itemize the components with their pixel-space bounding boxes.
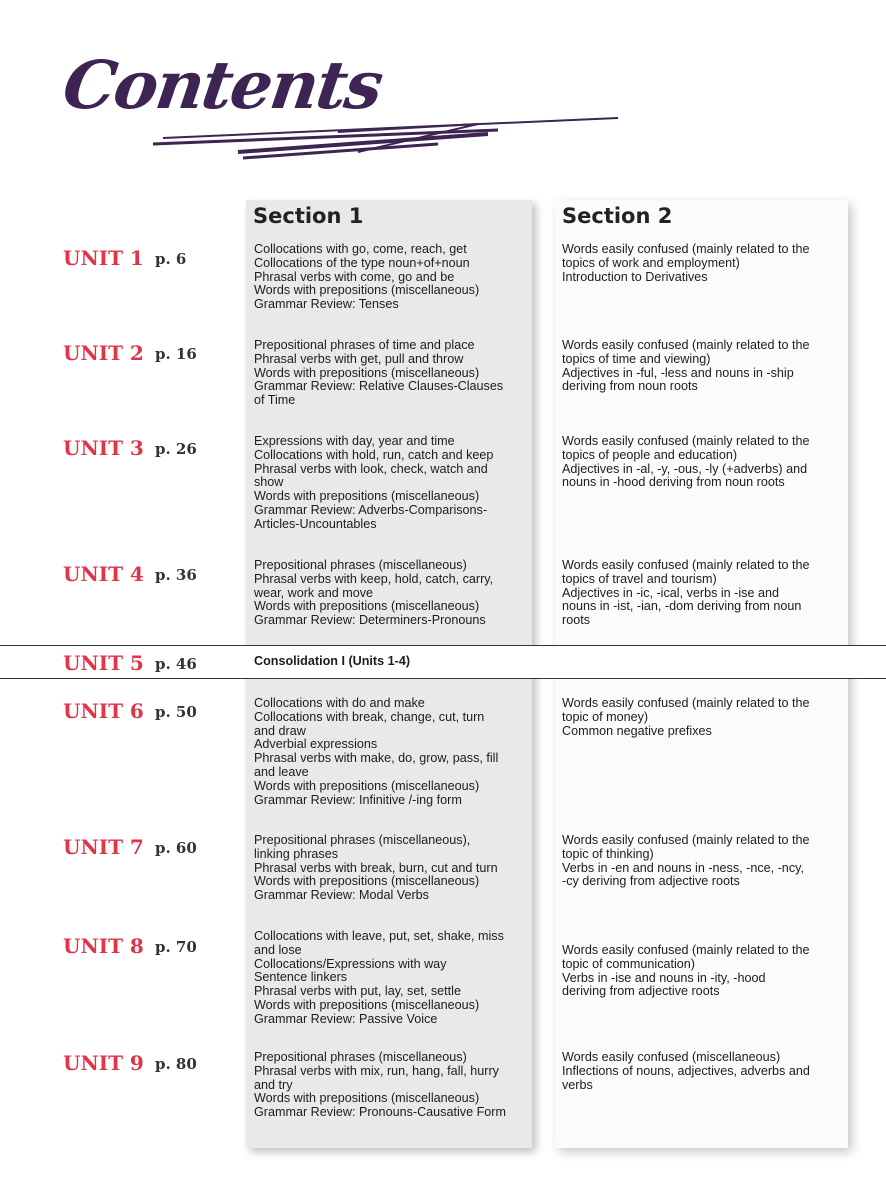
consolidation-text: Consolidation I (Units 1-4)	[254, 654, 411, 668]
topic-line: topic of communication)	[562, 956, 695, 971]
topic-line: Grammar Review: Tenses	[254, 297, 399, 312]
topic-line: Words with prepositions (miscellaneous)	[254, 365, 480, 380]
unit-3-section1	[254, 435, 528, 532]
topic-line: Prepositional phrases (miscellaneous),	[254, 833, 471, 847]
topic-line: Words easily confused (mainly related to the	[562, 558, 810, 572]
topic-line: Words easily confused (mainly related to the	[562, 833, 810, 847]
topic-line: topics of work and employment)	[562, 255, 740, 270]
topic-line: Adverbial expressions	[254, 737, 378, 752]
topic-line: deriving from adjective roots	[562, 984, 720, 999]
unit-9-section2	[562, 1051, 842, 1092]
topic-line: Words easily confused (mainly related to the	[562, 242, 810, 256]
topic-line: Phrasal verbs with break, burn, cut and turn	[254, 860, 498, 875]
unit-9-section1	[254, 1051, 528, 1120]
topic-line: Words with prepositions (miscellaneous)	[254, 489, 480, 504]
topic-line: Prepositional phrases (miscellaneous)	[254, 1050, 467, 1064]
topic-line: Words with prepositions (miscellaneous)	[254, 997, 480, 1012]
topic-line: Words easily confused (mainly related to the	[562, 696, 810, 710]
topic-line: Collocations of the type noun+of+noun	[254, 255, 470, 270]
unit-2-section1	[254, 339, 528, 408]
topic-line: Phrasal verbs with get, pull and throw	[254, 351, 464, 366]
topic-line: linking phrases	[254, 846, 339, 861]
topic-line: deriving from noun roots	[562, 379, 698, 394]
unit-page: p. 70	[155, 938, 197, 956]
topic-line: Collocations with go, come, reach, get	[254, 242, 467, 256]
topic-line: Verbs in -en and nouns in -ness, -nce, -ncy,	[562, 860, 804, 875]
topic-line: Collocations with leave, put, set, shake, miss	[254, 929, 504, 943]
topic-line: Inflections of nouns, adjectives, adverbs and	[562, 1063, 810, 1078]
unit-page: p. 50	[155, 703, 197, 721]
unit-page: p. 36	[155, 566, 197, 584]
unit-page: p. 16	[155, 345, 197, 363]
topic-line: Introduction to Derivatives	[562, 269, 708, 284]
unit-page: p. 6	[155, 250, 187, 268]
unit-label: UNIT 9	[63, 1051, 144, 1075]
topic-line: Phrasal verbs with mix, run, hang, fall, hurry	[254, 1063, 499, 1078]
section1-heading: Section 1	[253, 204, 364, 228]
unit-3-section2	[562, 435, 842, 490]
topic-line: nouns in -hood deriving from noun roots	[562, 475, 785, 490]
topic-line: Phrasal verbs with look, check, watch and	[254, 461, 488, 476]
topic-line: Verbs in -ise and nouns in -ity, -hood	[562, 970, 766, 985]
topic-line: Words with prepositions (miscellaneous)	[254, 599, 480, 614]
topic-line: Words with prepositions (miscellaneous)	[254, 1091, 480, 1106]
topic-line: Grammar Review: Relative Clauses-Clauses	[254, 379, 504, 394]
topic-line: and draw	[254, 723, 306, 738]
topic-line: Sentence linkers	[254, 970, 348, 985]
topic-line: Grammar Review: Infinitive /-ing form	[254, 792, 462, 807]
unit-7-section2	[562, 834, 842, 889]
unit-6-section2	[562, 697, 842, 738]
topic-line: Adjectives in -al, -y, -ous, -ly (+adverbs) and	[562, 461, 808, 476]
topic-line: topics of travel and tourism)	[562, 571, 717, 586]
unit-6-section1	[254, 697, 528, 807]
topic-line: Words easily confused (mainly related to the	[562, 434, 810, 448]
topic-line: Grammar Review: Modal Verbs	[254, 888, 429, 903]
topic-line: Grammar Review: Pronouns-Causative Form	[254, 1105, 506, 1120]
topic-line: topic of thinking)	[562, 846, 654, 861]
unit-2-section2	[562, 339, 842, 394]
topic-line: and lose	[254, 942, 302, 957]
topic-line: Collocations with break, change, cut, turn	[254, 709, 485, 724]
page-title: Contents	[58, 46, 387, 124]
topic-line: Prepositional phrases of time and place	[254, 338, 475, 352]
unit-label: UNIT 7	[63, 835, 144, 859]
unit-page: p. 26	[155, 440, 197, 458]
title-block	[58, 40, 638, 170]
topic-line: Words easily confused (mainly related to the	[562, 943, 810, 957]
unit-4-section2	[562, 559, 842, 628]
topic-line: Prepositional phrases (miscellaneous)	[254, 558, 467, 572]
topic-line: roots	[562, 613, 590, 628]
section2-heading: Section 2	[562, 204, 673, 228]
topic-line: Words easily confused (miscellaneous)	[562, 1050, 781, 1064]
topic-line: Adjectives in -ful, -less and nouns in -ship	[562, 365, 794, 380]
unit-label: UNIT 8	[63, 934, 144, 958]
topic-line: and try	[254, 1077, 293, 1092]
unit-label: UNIT 4	[63, 562, 144, 586]
unit-label: UNIT 3	[63, 436, 144, 460]
topic-line: Expressions with day, year and time	[254, 434, 455, 448]
unit-page: p. 80	[155, 1055, 197, 1073]
unit-8-section2	[562, 944, 842, 999]
unit-label: UNIT 1	[63, 246, 144, 270]
topic-line: Collocations with hold, run, catch and keep	[254, 447, 494, 462]
topic-line: Phrasal verbs with put, lay, set, settle	[254, 984, 461, 999]
topic-line: Words easily confused (mainly related to the	[562, 338, 810, 352]
topic-line: Articles-Uncountables	[254, 516, 377, 531]
topic-line: Phrasal verbs with come, go and be	[254, 269, 455, 284]
topic-line: Phrasal verbs with make, do, grow, pass, fill	[254, 751, 499, 766]
topic-line: Words with prepositions (miscellaneous)	[254, 874, 480, 889]
topic-line: and leave	[254, 764, 309, 779]
topic-line: of Time	[254, 393, 296, 408]
topic-line: Words with prepositions (miscellaneous)	[254, 283, 480, 298]
unit-label: UNIT 2	[63, 341, 144, 365]
topic-line: Adjectives in -ic, -ical, verbs in -ise and	[562, 585, 779, 600]
topic-line: topics of time and viewing)	[562, 351, 711, 366]
topic-line: -cy deriving from adjective roots	[562, 874, 740, 889]
unit-8-section1	[254, 930, 528, 1027]
unit-label: UNIT 6	[63, 699, 144, 723]
topic-line: Grammar Review: Passive Voice	[254, 1011, 438, 1026]
unit-page: p. 60	[155, 839, 197, 857]
topic-line: Words with prepositions (miscellaneous)	[254, 778, 480, 793]
topic-line: nouns in -ist, -ian, -dom deriving from noun	[562, 599, 802, 614]
topic-line: Common negative prefixes	[562, 723, 712, 738]
topic-line: Collocations/Expressions with way	[254, 956, 447, 971]
unit-1-section2	[562, 243, 842, 284]
unit-page: p. 46	[155, 655, 197, 673]
topic-line: Phrasal verbs with keep, hold, catch, carry,	[254, 571, 494, 586]
topic-line: verbs	[562, 1077, 593, 1092]
unit-label: UNIT 5	[63, 651, 144, 675]
topic-line: topics of people and education)	[562, 447, 738, 462]
topic-line: wear, work and move	[254, 585, 373, 600]
unit-1-section1	[254, 243, 528, 312]
topic-line: Grammar Review: Adverbs-Comparisons-	[254, 502, 488, 517]
topic-line: topic of money)	[562, 709, 649, 724]
topic-line: Grammar Review: Determiners-Pronouns	[254, 613, 486, 628]
topic-line: show	[254, 475, 284, 490]
topic-line: Collocations with do and make	[254, 696, 425, 710]
unit-4-section1	[254, 559, 528, 628]
unit-7-section1	[254, 834, 528, 903]
